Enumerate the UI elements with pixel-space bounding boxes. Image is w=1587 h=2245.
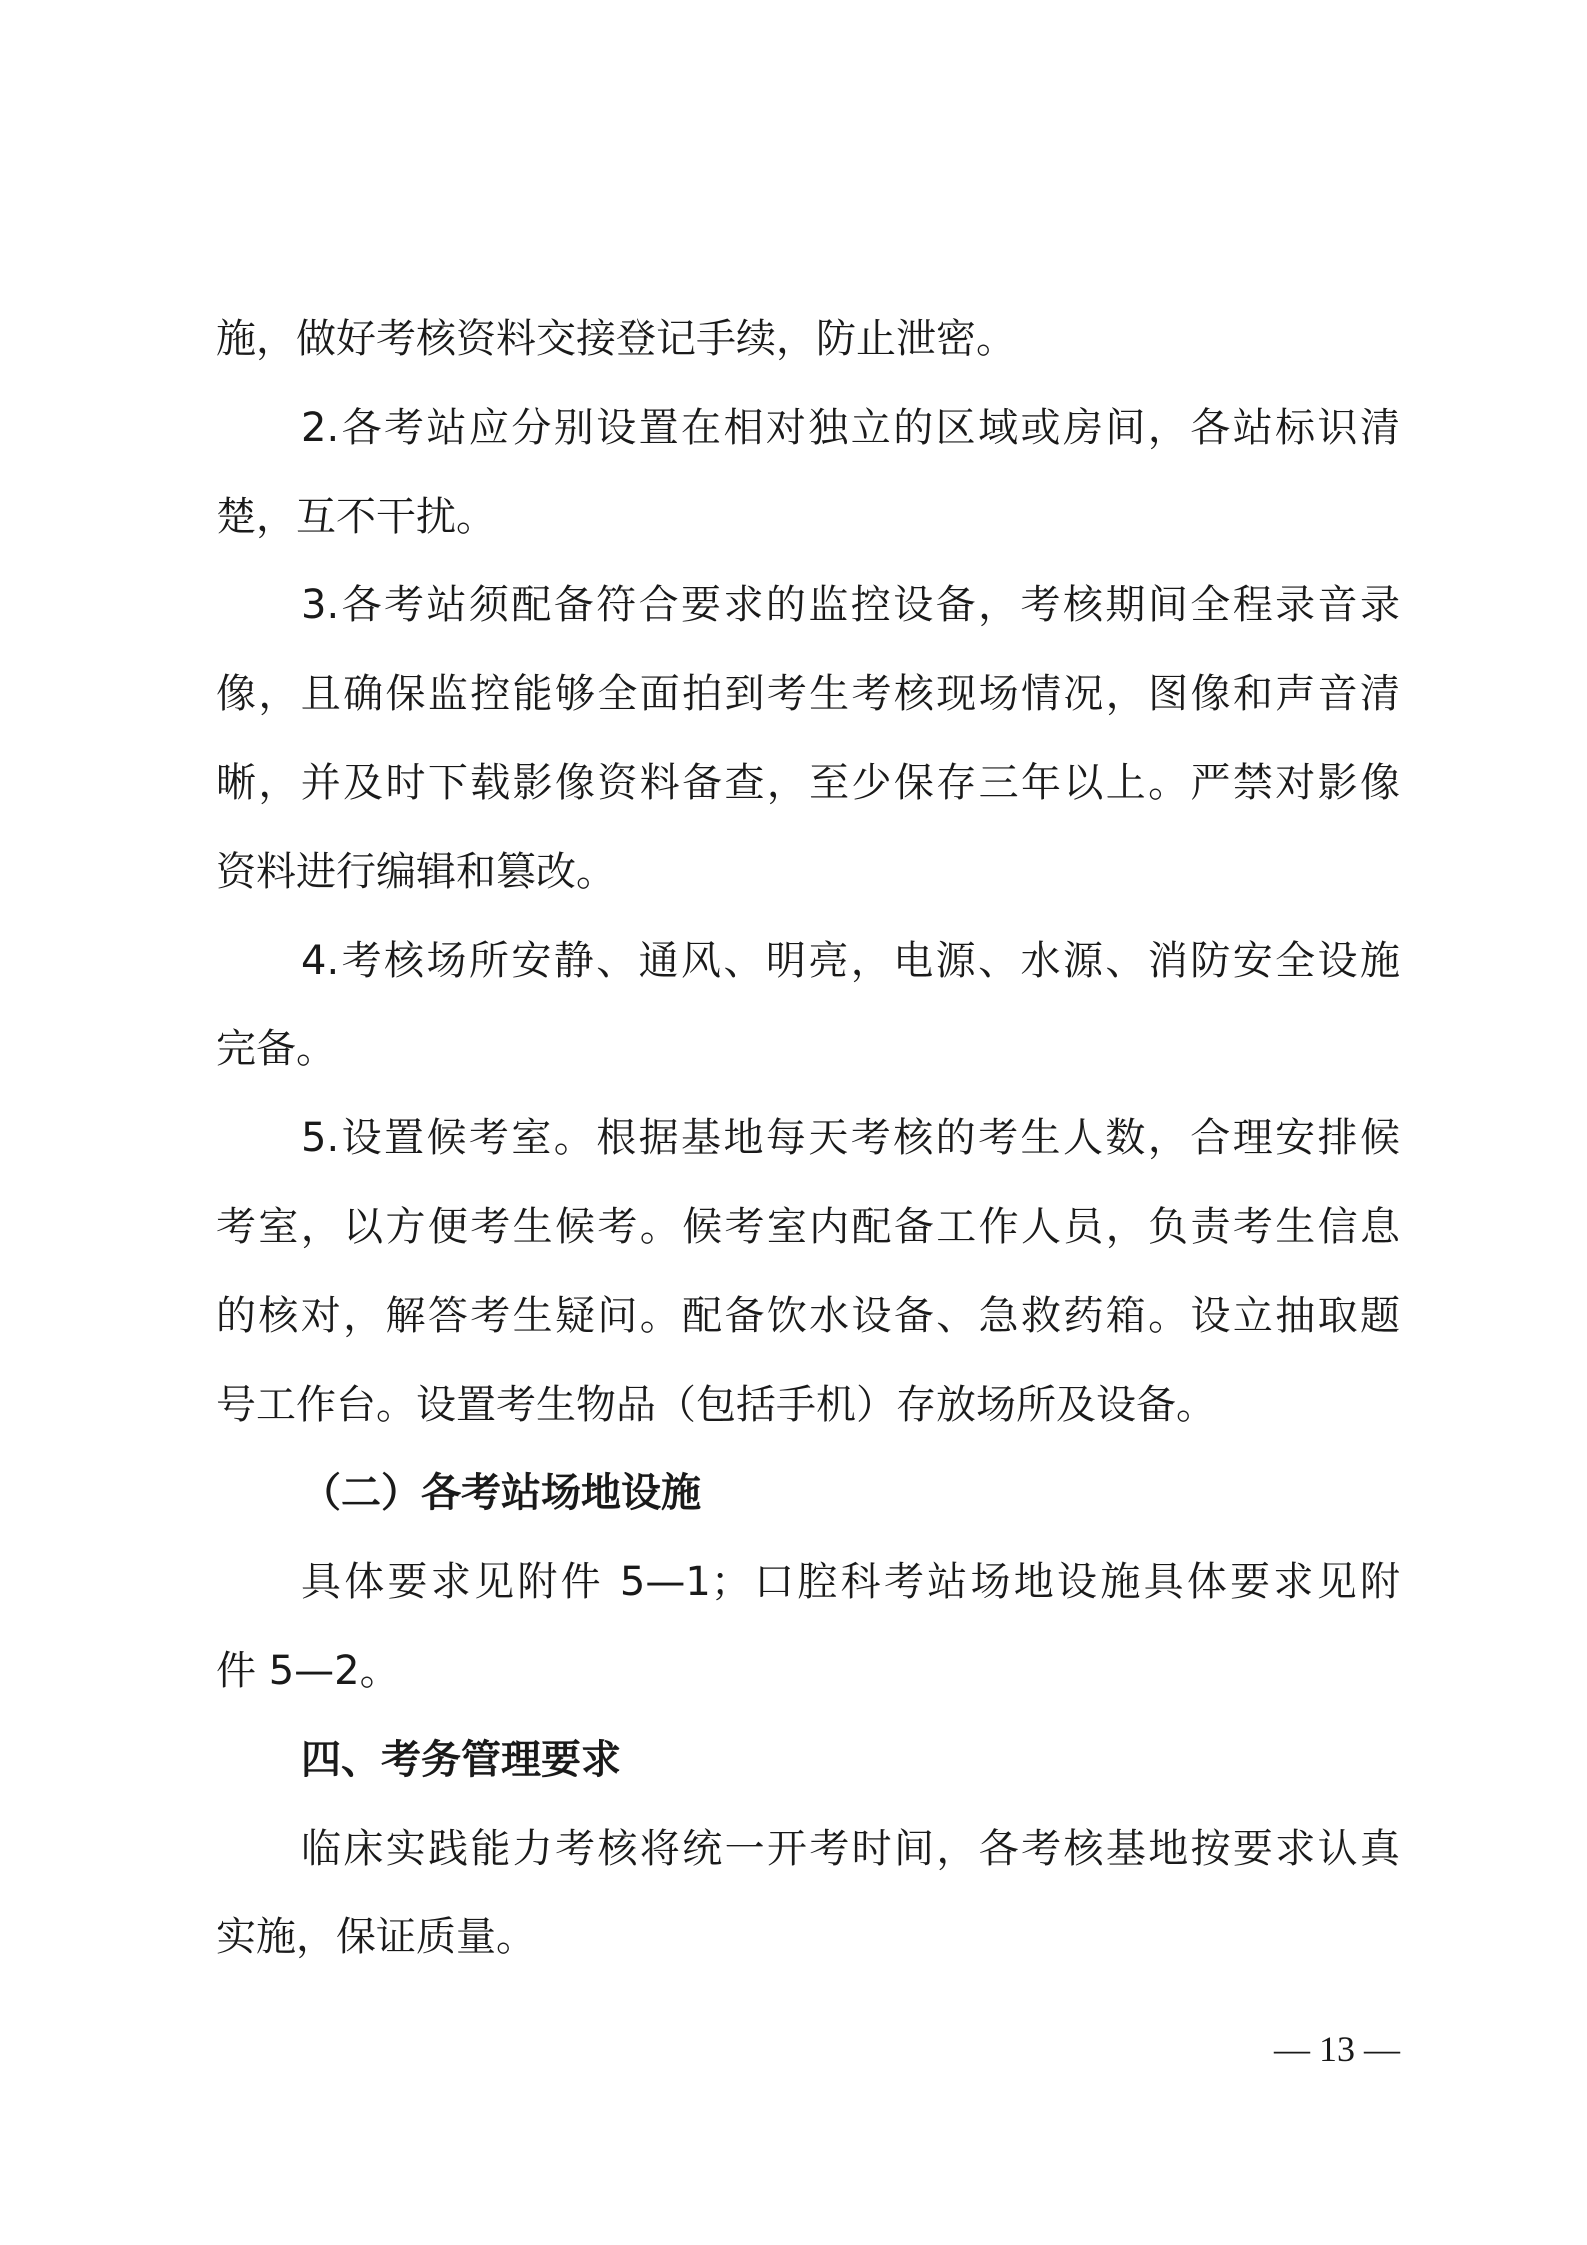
paragraph-exam-management [216,1805,1400,1983]
text-line: 4.考核场所安静、通风、明亮，电源、水源、消防安全设施 [301,937,1400,984]
text-line: 3.各考站须配备符合要求的监控设备，考核期间全程录音录 [301,582,1400,629]
paragraph-item-2 [216,384,1400,562]
page-number: — 13 — [1274,2029,1400,2069]
text-line: 晰，并及时下载影像资料备查，至少保存三年以上。严禁对影像 [216,759,1400,806]
text-line: 完备。 [216,1026,336,1073]
text-line: 的核对，解答考生疑问。配备饮水设备、急救药箱。设立抽取题 [216,1292,1400,1339]
text-line: 资料进行编辑和篡改。 [216,848,616,895]
text-line: 实施，保证质量。 [216,1914,536,1961]
text-line: 考室，以方便考生候考。候考室内配备工作人员，负责考生信息 [216,1203,1400,1250]
text-line: 临床实践能力考核将统一开考时间，各考核基地按要求认真 [301,1825,1400,1872]
text-line: 件 5—2。 [216,1647,400,1694]
text-line: 2.各考站应分别设置在相对独立的区域或房间，各站标识清 [301,404,1400,451]
text-line: 像，且确保监控能够全面拍到考生考核现场情况，图像和声音清 [216,671,1400,718]
text-line: 施，做好考核资料交接登记手续，防止泄密。 [216,316,1016,362]
paragraph-site-facilities [216,1538,1400,1716]
text-line: 5.设置候考室。根据基地每天考核的考生人数，合理安排候 [301,1115,1400,1162]
paragraph-item-4 [216,917,1400,1095]
text-line: 楚，互不干扰。 [216,493,496,540]
subheading: （二）各考站场地设施 [301,1470,701,1517]
document-body [216,295,1400,1982]
paragraph-item-3 [216,561,1400,916]
paragraph-item-5 [216,1094,1400,1449]
text-line: 号工作台。设置考生物品（包括手机）存放场所及设备。 [216,1381,1216,1428]
text-line: 具体要求见附件 5—1；口腔科考站场地设施具体要求见附 [301,1559,1400,1606]
paragraph-continuation [216,295,1400,384]
section-heading: 四、考务管理要求 [301,1736,621,1783]
